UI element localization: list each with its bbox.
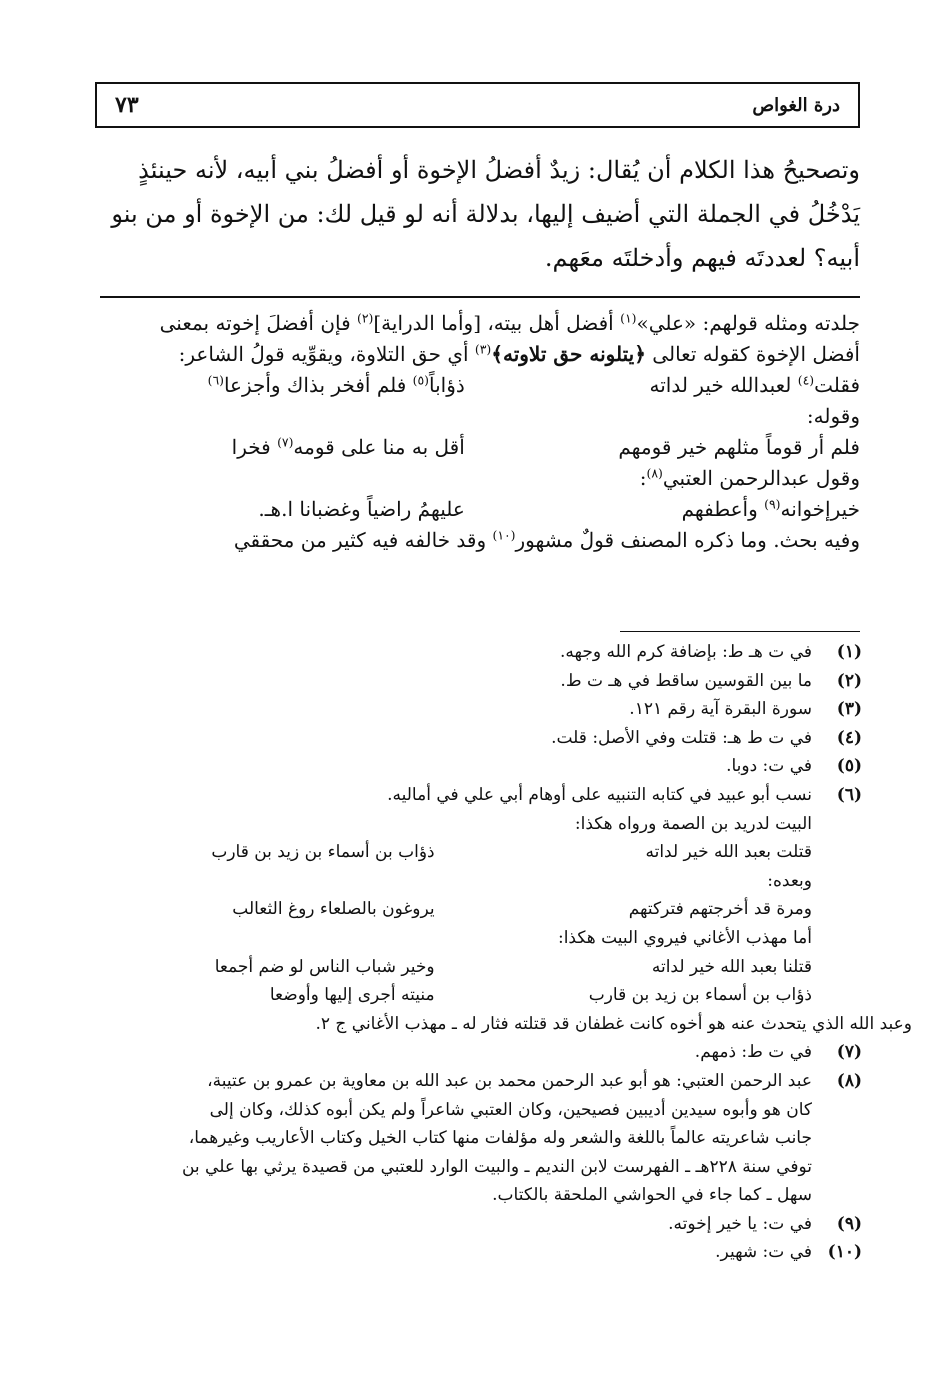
text-run: فإن أفضلَ إخوته بمعنى [159,311,358,335]
footnote-continuation [100,1010,912,1039]
main-line: وتصحيحُ هذا الكلام أن يُقال: زيدٌ أفضلُ الإخوة أو أفضلُ بني أبيه، لأنه حينئذٍ [138,156,860,184]
main-text [100,148,860,280]
footnote-verse [100,953,812,982]
footnote-verse [100,838,812,867]
footnote [100,781,862,1010]
commentary-line: وفيه بحث. وما ذكره المصنف قولٌ مشهور$^{(١٠)}$ وقد خالفه فيه كثير من محققي [233,527,860,552]
footnote-text [100,1067,812,1210]
verse-hemistich: يروغون بالصلعاء روغ الثعالب [232,899,435,920]
footnote-ref: (٤) [797,372,815,388]
footnote-number: (٩) [836,1213,862,1234]
verse-hemistich: ذؤاب بن أسماء بن زيد بن قارب [211,842,435,863]
footnote [100,667,862,696]
verse-2 [100,432,860,463]
text-run: أفضل الإخوة كقوله تعالى [645,342,860,366]
footnote-text: في ت: يا خير إخوته. [668,1213,812,1234]
footnote-number: (٧) [836,1042,862,1063]
verse-hemistich: قتلنا بعبد الله خير لداته [651,956,812,977]
footnote [100,1210,862,1239]
commentary-line: وقول عبدالرحمن العتبي$^{(٨)}$: [639,465,860,490]
footnote-number: (٢) [836,670,862,691]
footnote-text: سورة البقرة آية رقم ١٢١. [629,699,812,720]
verse-hemistich: وخير شباب الناس لو ضم أجمعا [214,956,435,977]
text-run: أي حق التلاوة، ويقوِّيه قولُ الشاعر: [178,342,475,366]
commentary-line [100,339,860,370]
verse-3 [100,494,860,525]
footnote-ref: (٦) [207,372,224,388]
footnote-number: (٦) [836,784,862,805]
footnote-ref: (٥) [412,372,430,388]
book-title: درة الغواص [752,94,840,116]
verse-hemistich: ومرة قد أخرجتهم فتركتهم [628,899,812,920]
footnote-ref: (٧) [277,434,294,450]
text-run: جلدته ومثله قولهم: «علي» [636,311,860,335]
footnote [100,752,862,781]
main-line: يَدْخُلُ في الجملة التي أضيف إليها، بدلالة أنه لو قيل لك: من الإخوة أو من بنو [111,200,860,228]
verse-hemistich: منيته أجرى إليها وأوضعا [269,985,435,1006]
footnote-text: في ت ط: ذمهم. [694,1042,812,1063]
verse-hemistich: قتلت بعبد الله خير لداته [645,842,812,863]
footnote-line: عبد الرحمن العتبي: هو أبو عبد الرحمن محمد بن عبد الله بن معاوية بن عمرو بن عتيبة، [207,1070,812,1091]
footnote-text: في ت ط هـ: قتلت وفي الأصل: قلت. [551,727,812,748]
footnote-line: سهل ـ كما جاء في الحواشي الملحقة بالكتاب. [492,1185,812,1206]
footnote-number: (٥) [836,756,862,777]
footnote [100,638,862,667]
footnote-line: توفي سنة ٢٢٨هـ ـ الفهرست لابن النديم ـ والبيت الوارد للعتبي من قصيدة يرثي بها علي بن [181,1156,812,1177]
verse-hemistich: عليهمُ راضياً وغضبانا ا.هـ. [258,497,465,521]
footnote-number: (٨) [836,1070,862,1091]
verse-hemistich: ذؤاب بن أسماء بن زيد بن قارب [588,985,812,1006]
footnote-ref: (١٠) [492,527,516,543]
commentary-line: وقوله: [806,404,860,428]
footnote-line: كان هو وأبوه سيدين أديبين فصيحين، وكان العتبي شاعراً ولم يكن أبوه كذلك، وكان إلى [209,1099,812,1120]
footnote [100,1038,862,1067]
footnote [100,1067,862,1210]
verse-hemistich: فلم أر قوماً مثلهم خير قومهم [618,435,860,459]
footnote [100,724,862,753]
quran-quote: ﴿يتلونه حق تلاوته﴾ [491,342,646,366]
verse-hemistich: أقل به منا على قومه$^{(٧)}$ فخرا [231,434,465,459]
footnote-ref: (٢) [357,310,374,326]
footnote-line: جانب شاعريته عالماً باللغة والشعر وله مؤلفات منها كتاب الخيل وكتاب الأعاريب وغيرهما، [188,1128,812,1149]
footnote-line: البيت لدريد بن الصمة ورواه هكذا: [574,813,812,834]
footnote [100,695,862,724]
verse-hemistich: خيرإخوانه$^{(٩)}$ وأعطفهم [681,496,860,521]
footnote-text: في ت هـ ط: بإضافة كرم الله وجهه. [559,642,812,662]
footnote-ref: (٩) [764,496,781,512]
text-run: أفضل أهل بيته، [وأما الدراية] [373,311,621,335]
footnote-number: (١٠) [827,1242,862,1263]
main-divider [100,296,860,298]
footnote-verse [100,981,812,1010]
footnote-divider [620,631,860,632]
footnote [100,1238,862,1267]
footnote-line: وعبد الله الذي يتحدث عنه هو أخوه كانت غطفان قد قتلته فثار له ـ مهذب الأغاني ج ٢. [315,1013,912,1034]
footnote-ref: (١) [620,310,637,326]
footnote-text: في ت: دوبا. [726,756,812,777]
main-line: أبيه؟ لعددتَه فيهم وأدخلتَه معَهم. [544,244,860,272]
footnote-text: في ت: شهير. [715,1242,812,1263]
footnote-number: (٣) [836,699,862,720]
commentary-line [100,308,860,339]
footnote-text [100,781,812,1010]
footnote-line: وبعده: [767,870,812,891]
footnote-line: أما مهذب الأغاني فيروي البيت هكذا: [557,927,812,948]
verse-hemistich: فقلت$^{(٤)}$ لعبدالله خير لداته [649,372,860,397]
running-header [95,82,860,128]
footnote-ref: (٣) [474,341,492,357]
verse-1 [100,370,860,401]
page-number: ٧٣ [115,92,139,118]
footnote-ref: (٨) [646,465,663,481]
footnote-text: ما بين القوسين ساقط في هـ ت ط. [560,670,812,691]
footnote-number: (١) [836,642,862,662]
footnote-line: نسب أبو عبيد في كتابه التنبيه على أوهام أبي علي في أماليه. [387,784,812,805]
verse-hemistich: ذؤاباً$^{(٥)}$ فلم أفخر بذاك وأجزعا$^{(٦)}$ [207,372,465,397]
commentary [100,308,860,556]
footnote-number: (٤) [836,727,862,748]
footnotes [100,638,912,1267]
footnote-verse [100,895,812,924]
